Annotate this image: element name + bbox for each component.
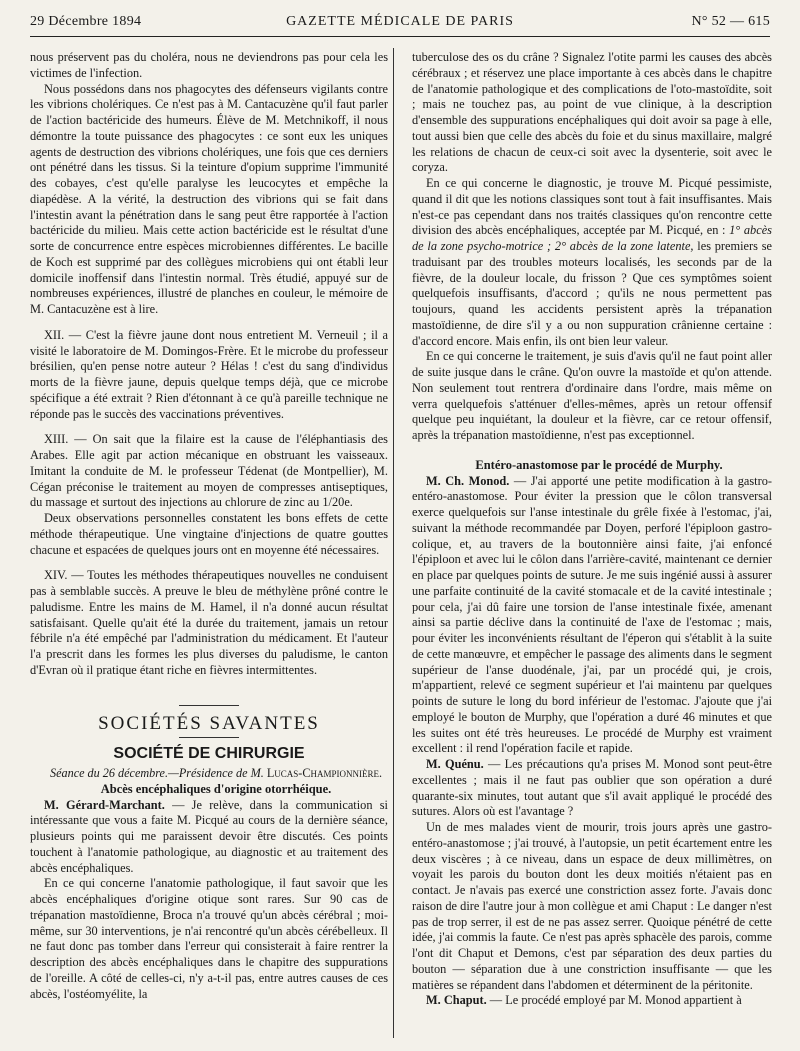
issue-page-number: N° 52 — 615	[691, 14, 770, 29]
society-title: SOCIÉTÉ DE CHIRURGIE	[113, 745, 305, 763]
section-rule	[179, 705, 239, 706]
paragraph: XIII. — On sait que la filaire est la cause de l'éléphantiasis des Arabes. Elle agit par action mécanique en obstruant les vaisseaux. Imitant la conduite de M. le professeur Tédenat (de Montpellier), M. Cégan préconise le traitement au moyen de compresses antiseptiques, du massage et surtout des injections au chlorure de zinc au 1/20e.	[30, 432, 388, 510]
paragraph: nous préservent pas du choléra, nous ne deviendrons pas pour cela les victimes de l'infection.	[30, 50, 388, 80]
paragraph: M. Ch. Monod. — J'ai apporté une petite modification à la gastro-entéro-anastomose. Pour éviter la pression que le côlon transversal exerce quelquefois sur l'anse intestinale du grêle fixée à l'estomac, j'ai, suivant la méthode recommandée par Doyen, perforé l'épiploon gastro-colique, et, au travers de la boutonnière ainsi faite, j'ai enfoncé l'épiploon et avec lui le côlon dans l'arrière-cavité, maintenant ce dernier en place par quelques points de suture. Je me suis ingénié aussi à assurer une parfaite continuité de la cavité stomacale et de la cavité intestinale ; pour cela, j'ai dû faire une torsion de l'anse intestinale fixée, amenant ainsi sa partie déclive dans la continuité de l'axe de l'estomac ; mais, pour éviter les inconvénients résultant de l'éperon qui s'établit à la suite de cette manœuvre, et empêcher le passage des aliments dans le segment supérieur de l'anse duodénale, j'ai, par un procédé qui, je crois, m'appartient, relevé ce segment supérieur et l'ai maintenu par quelques points de suture le long du bord inférieur de l'estomac. J'ajoute que j'ai employé le bouton de Murphy, que l'opération a duré 46 minutes et que les suites ont été très heureuses. Le procédé de Murphy est vraiment excellent : il rend l'opération facile et rapide.	[412, 473, 773, 756]
section-title: SOCIÉTÉS SAVANTES	[98, 712, 320, 734]
seance-line: Séance du 26 décembre.—Présidence de M. Lucas-Championnière.	[50, 766, 382, 780]
paragraph: XII. — C'est la fièvre jaune dont nous entretient M. Verneuil ; il a visité le laboratoire de M. Domingos-Frère. Et le microbe du professeur brésilien, qu'en pense notre auteur ? Hélas ! c'est du sang d'individus morts de la fièvre jaune, depuis quelque temps déjà, que ce microbe spécifique a été extrait ? Rien d'étonnant à ce qu'à pareille technique ne réponde pas le succès des vaccinations préventives.	[30, 327, 388, 421]
paragraph: Un de mes malades vient de mourir, trois jours après une gastro-entéro-anastomose ; j'ai trouvé, à l'autopsie, un petit écartement entre les deux viscères ; à ce niveau, dans un espace de deux millimètres, on voyait les parois du bouton dont les deux moitiés n'étaient pas en contact. Je n'avais pas exercé une constriction assez forte. J'avais donc raison de dire l'autre jour à mon collègue et ami Chaput : Le danger n'est pas de trop serrer, il est de ne pas assez serrer. Quoique pénétré de cette idée, j'ai commis la faute. Ce n'est pas après sphacèle des parois, comme l'ont dit Chaput et Demons, c'est par séparation des deux parties du bouton — séparation due à une constriction insuffisante — que les matières se répandent dans l'abdomen et déterminent de la péritonite.	[412, 820, 772, 992]
left-column	[30, 50, 388, 1002]
article-subhead: Entéro-anastomose par le procédé de Murphy.	[475, 457, 723, 472]
journal-title: GAZETTE MÉDICALE DE PARIS	[286, 14, 514, 29]
paragraph: XIV. — Toutes les méthodes thérapeutiques nouvelles ne conduisent pas à semblable succès. A preuve le bleu de méthylène prôné contre le paludisme. Entre les mains de M. Hamel, il n'a donné aucun résultat satisfaisant. Quelle qu'ait été la durée du traitement, jamais un retour fébrile n'a été empêché par l'administration du médicament. Et l'auteur l'a prescrit dans les formes les plus diverses du paludisme, le canton d'Evran où il pratique étant riche en fièvres intermittentes.	[30, 568, 388, 677]
article-subhead: Abcès encéphaliques d'origine otorrhéique.	[100, 781, 332, 796]
paragraph: M. Chaput. — Le procédé employé par M. Monod appartient à	[426, 993, 742, 1008]
speaker-name: M. Quénu.	[426, 757, 484, 771]
speaker-name: M. Chaput.	[426, 993, 487, 1008]
paragraph: M. Gérard-Marchant. — Je relève, dans la communication si intéressante que vous a faite M. Picqué au cours de la dernière séance, plusieurs points qui me paraissent devoir être discutés. Ces points touchent à l'anatomie pathologique, au diagnostic et au traitement des abcès encéphaliques.	[30, 797, 388, 875]
paragraph: Nous possédons dans nos phagocytes des défenseurs vigilants contre les vibrions cholériques. Ce n'est pas à M. Cantacuzène qu'il faut parler de l'action bactéricide des humeurs. Élève de M. Metchnikoff, il nous démontre la toute puissance des phagocytes : ce sont eux les uniques agents de destruction des vibrions cholériques, une fois que ces derniers ont pénétré dans les tissus. Si la teinture d'opium supprime l'immunité des cobayes, c'est qu'elle paralyse les leucocytes et empêche la diapédèse. A la vérité, la destruction des vibrions qui se fait dans l'intestin avant la pénétration dans le sang peut être rapportée à l'action bactéricide du milieu. Mais cette action bactéricide est le résultat d'une sorte de concurrence entre espèces microbiennes différentes. Le bacille de Koch est supprimé par des collègues microbiens qui ont établi leur domicile inoffensif dans l'intestin normal. Très étudié, appuyé sur de nombreuses expériences, illustré de planches en couleur, le mémoire de M. Cantacuzène est à lire.	[30, 81, 388, 316]
paragraph: En ce qui concerne l'anatomie pathologique, il faut savoir que les abcès encéphaliques d'origine otique sont rares. Sur 90 cas de trépanation mastoïdienne, Broca n'a trouvé qu'un abcès cérébral ; moi-même, sur 30 interventions, je n'ai rencontré qu'un abcès cérébelleux. Il ne faut donc pas tomber dans l'erreur qui consisterait à faire rentrer la description des abcès encéphaliques dans le chapitre des suppurations de l'oreille. A côté de celles-ci, n'y a-t-il pas, entre autres causes de ces abcès, l'ostéomyélite, la	[30, 876, 388, 1001]
paragraph: En ce qui concerne le diagnostic, je trouve M. Picqué pessimiste, quand il dit que les notions classiques sont tout à fait insuffisantes. Mais n'est-ce pas cependant dans nos traités classiques qu'on rencontre cette division des abcès encéphaliques, acceptée par M. Picqué, en : 1° abcès de la zone psycho-motrice ; 2° abcès de la zone latente, les premiers se traduisant par des troubles moteurs localisés, les seconds par de la fièvre, de la douleur locale, du frisson ? Que ces symptômes soient quelquefois insuffisants, d'accord ; qu'ils ne nous permettent pas toujours, quand les accidents persistent après la trépanation mastoïdienne, de dire s'il y a ou non suppuration crânienne certaine : d'accord encore. Mais enfin, ils ont bien leur valeur.	[412, 176, 772, 348]
column-divider	[393, 48, 394, 1038]
paragraph: Deux observations personnelles constatent les bons effets de cette méthode thérapeutique. Une vingtaine d'injections de quatre gouttes chacune et espacées de quelques jours ont en moyenne été nécessaires.	[30, 511, 388, 557]
right-column	[412, 50, 772, 1009]
paragraph: tuberculose des os du crâne ? Signalez l'otite parmi les causes des abcès cérébraux ; et réservez une place importante à ces abcès dans le chapitre de l'anatomie pathologique et des complications de l'oto-mastoïdite, soit ; mais ne touchez pas, au point de vue clinique, à la description d'ensemble des suppurations encéphaliques qui doit avoir sa page à elle, tout aussi bien que celle des abcès du foie et du sinus maxillaire, malgré les relations de chacun de ceux-ci soit avec la dysenterie, soit avec le coryza.	[412, 50, 772, 175]
speaker-name: M. Gérard-Marchant.	[44, 797, 165, 812]
header-date: 29 Décembre 1894	[30, 14, 142, 29]
running-header	[30, 10, 770, 37]
section-rule	[179, 737, 239, 738]
speaker-name: M. Ch. Monod.	[426, 473, 510, 488]
paragraph: M. Quénu. — Les précautions qu'a prises M. Monod sont peut-être excellentes ; mais il ne faut pas oublier que son opération a duré quarante-six minutes, tout autant que s'il avait appliqué le procédé des sutures. Alors où est l'avantage ?	[412, 757, 772, 819]
paragraph: En ce qui concerne le traitement, je suis d'avis qu'il ne faut point aller de suite jusque dans le crâne. Qu'on ouvre la mastoïde et qu'on attende. Non seulement tout rentrera d'ordinaire dans l'ordre, mais même on verra quelquefois s'atténuer d'elles-mêmes, après un retour offensif quelque peu inquiétant, la douleur et la fièvre, car ce retour offensif, après la trépanation mastoïdienne, n'est pas exceptionnel.	[412, 349, 772, 442]
